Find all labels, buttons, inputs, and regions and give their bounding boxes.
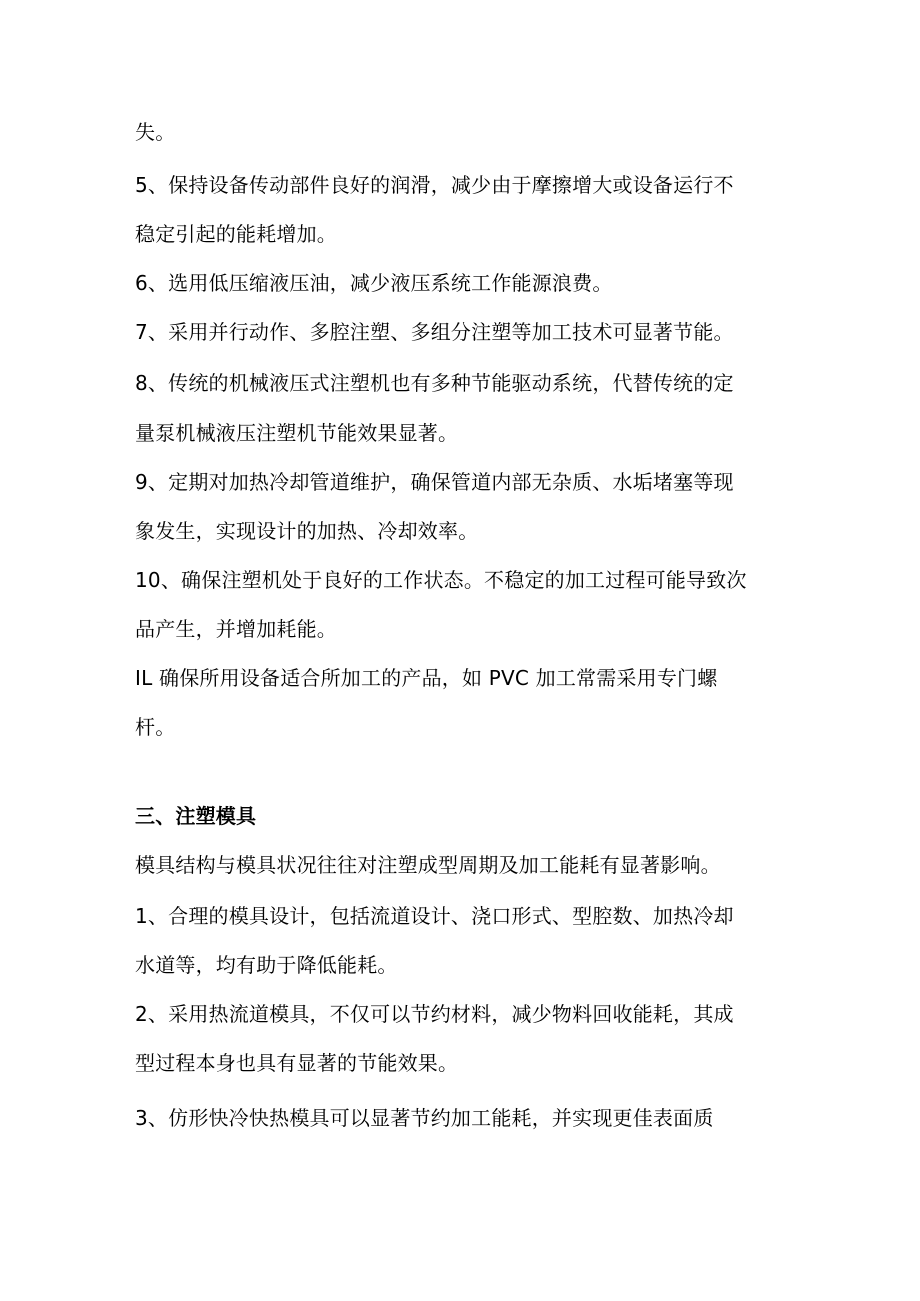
text-line: 品产生，并增加耗能。 xyxy=(135,617,337,641)
text-line: 失。 xyxy=(135,120,176,144)
text-line: 9、定期对加热冷却管道维护，确保管道内部无杂质、水垢堵塞等现 xyxy=(135,470,734,494)
text-line: 2、采用热流道模具，不仅可以节约材料，减少物料回收能耗，其成 xyxy=(135,1002,734,1026)
text-line: 10、确保注塑机处于良好的工作状态。不稳定的加工过程可能导致次 xyxy=(135,568,747,592)
text-line: 稳定引起的能耗增加。 xyxy=(135,222,337,246)
text-line: 模具结构与模具状况往往对注塑成型周期及加工能耗有显著影响。 xyxy=(135,853,721,877)
text-line: 5、保持设备传动部件良好的润滑，减少由于摩擦增大或设备运行不 xyxy=(135,173,734,197)
text-line: 型过程本身也具有显著的节能效果。 xyxy=(135,1051,459,1075)
text-line: IL 确保所用设备适合所加工的产品，如 PVC 加工常需采用专门螺 xyxy=(135,666,718,690)
text-line: 7、采用并行动作、多腔注塑、多组分注塑等加工技术可显著节能。 xyxy=(135,320,734,344)
text-line: 量泵机械液压注塑机节能效果显著。 xyxy=(135,421,459,445)
text-line: 6、选用低压缩液压油，减少液压系统工作能源浪费。 xyxy=(135,271,613,295)
text-line: 1、合理的模具设计，包括流道设计、浇口形式、型腔数、加热冷却 xyxy=(135,904,734,928)
text-line: 8、传统的机械液压式注塑机也有多种节能驱动系统，代替传统的定 xyxy=(135,371,734,395)
section-heading: 三、注塑模具 xyxy=(135,804,257,828)
text-line: 象发生，实现设计的加热、冷却效率。 xyxy=(135,519,479,543)
text-line: 杆。 xyxy=(135,715,176,739)
text-line: 3、仿形快冷快热模具可以显著节约加工能耗，并实现更佳表面质 xyxy=(135,1106,714,1130)
text-line: 水道等，均有助于降低能耗。 xyxy=(135,953,398,977)
